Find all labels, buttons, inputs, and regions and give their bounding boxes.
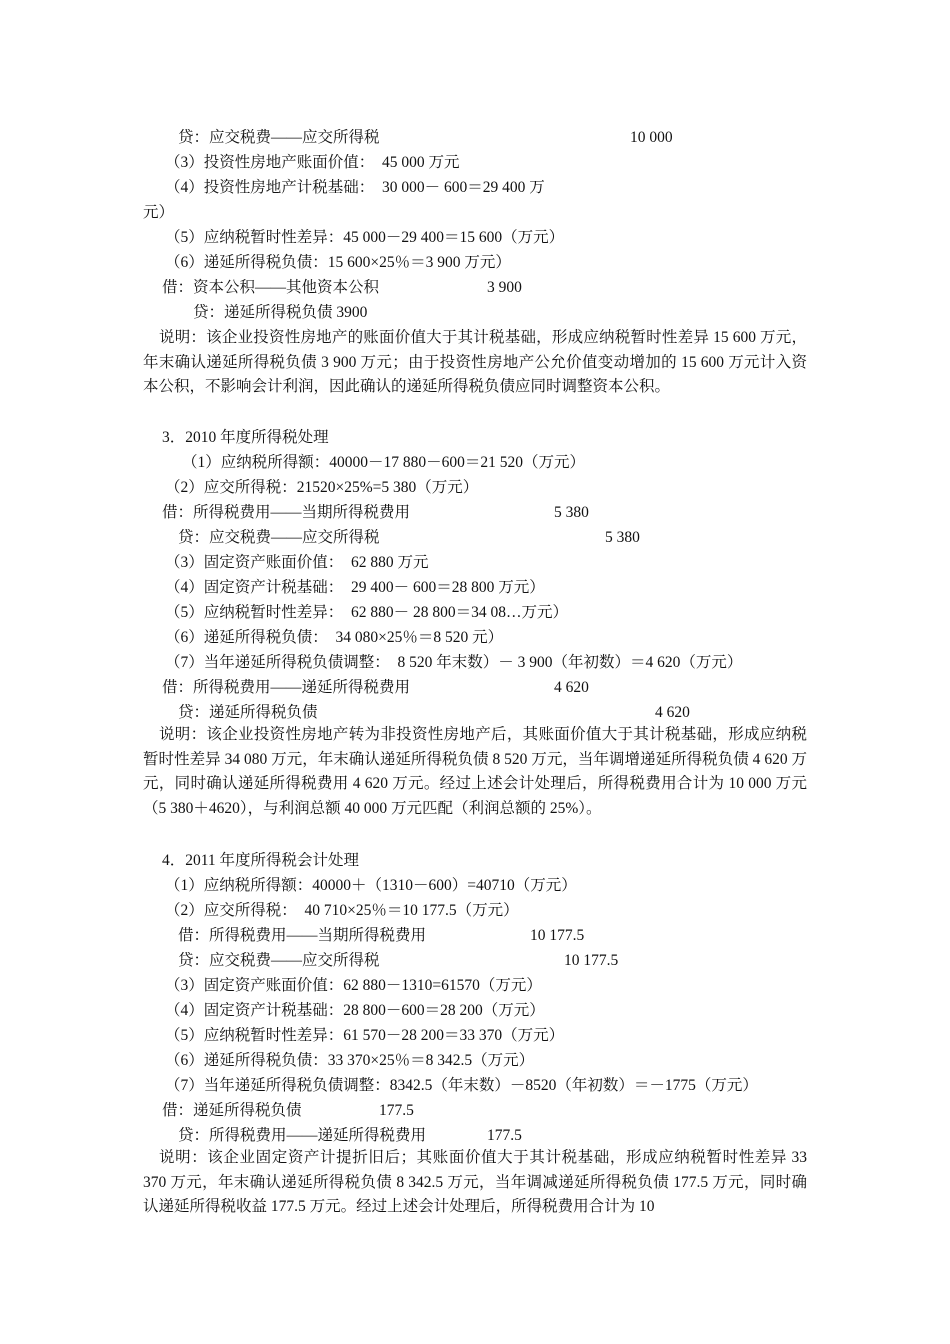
journal-credit-line: 贷：递延所得税负债 3900 [193,304,368,321]
journal-amount: 177.5 [379,1102,414,1119]
journal-debit-line: 借：所得税费用——当期所得税费用 [178,927,427,944]
explanation-paragraph: 说明：该企业投资性房地产的账面价值大于其计税基础，形成应纳税暂时性差异 15 600 万元，年末确认递延所得税负债 3 900 万元；由于投资性房地产公允价值变动增加的 15 600 万元计入资本公积，不影响会计利润，因此确认的递延所得税负债应同时调整资本公积。 [143,329,807,396]
journal-amount: 5 380 [605,529,640,546]
calc-line: （5）应纳税暂时性差异： 62 880－ 28 800＝34 08…万元） [165,604,569,621]
calc-line: （4）投资性房地产计税基础： 30 000－ 600＝29 400 万 [165,179,545,196]
journal-amount: 4 620 [655,704,690,721]
journal-debit-line: 借：递延所得税负债 [162,1102,302,1119]
calc-line-continued: 元） [143,204,175,221]
calc-line: （5）应纳税暂时性差异：61 570－28 200＝33 370（万元） [165,1027,565,1044]
journal-debit-line: 借：资本公积——其他资本公积 [162,279,380,296]
calc-line: （6）递延所得税负债： 34 080×25％＝8 520 元） [165,629,504,646]
journal-credit-line: 贷：应交税费——应交所得税 [178,529,380,546]
journal-amount: 3 900 [487,279,522,296]
journal-amount: 10 177.5 [564,952,619,969]
calc-line: （2）应交所得税： 40 710×25％＝10 177.5（万元） [165,902,519,919]
journal-credit-line: 贷：所得税费用——递延所得税费用 [178,1127,427,1144]
calc-line: （6）递延所得税负债：15 600×25％＝3 900 万元） [165,254,511,271]
calc-line: （7）当年递延所得税负债调整：8342.5（年末数）－8520（年初数）＝－1775（万元） [165,1077,758,1094]
calc-line: （7）当年递延所得税负债调整： 8 520 年末数）－ 3 900（年初数）＝4 620（万元） [165,654,743,671]
calc-line: （4）固定资产计税基础：28 800－600＝28 200（万元） [165,1002,545,1019]
calc-line: （3）投资性房地产账面价值： 45 000 万元 [165,154,460,171]
section-heading: 4．2011 年度所得税会计处理 [162,852,360,869]
calc-line: （4）固定资产计税基础： 29 400－ 600＝28 800 万元） [165,579,545,596]
journal-amount: 4 620 [554,679,589,696]
journal-amount: 10 177.5 [530,927,585,944]
journal-credit-line: 贷：递延所得税负债 [178,704,318,721]
calc-line: （6）递延所得税负债：33 370×25％＝8 342.5（万元） [165,1052,535,1069]
journal-credit-line: 贷：应交税费——应交所得税 [178,952,380,969]
calc-line: （1）应纳税所得额：40000－17 880－600＝21 520（万元） [182,454,586,471]
journal-debit-line: 借：所得税费用——当期所得税费用 [162,504,411,521]
explanation-paragraph: 说明：该企业固定资产计提折旧后；其账面价值大于其计税基础，形成应纳税暂时性差异 33 370 万元，年末确认递延所得税负债 8 342.5 万元，当年调减递延所得税负债 177.5 万元，同时确认递延所得税收益 177.5 万元。经过上述会计处理后，所得税费用合计为 10 [143,1149,807,1216]
explanation-paragraph: 说明：该企业投资性房地产转为非投资性房地产后，其账面价值大于其计税基础，形成应纳税暂时性差异 34 080 万元，年末确认递延所得税负债 8 520 万元，当年调增递延所得税负债 4 620 万元，同时确认递延所得税费用 4 620 万元。经过上述会计处理后，所得税费用合计为 10 000 万元（5 380＋4620），与利润总额 40 000 万元匹配（利润总额的 25%）。 [143,726,807,818]
journal-debit-line: 借：所得税费用——递延所得税费用 [162,679,411,696]
journal-amount: 10 000 [630,129,673,146]
calc-line: （2）应交所得税：21520×25%=5 380（万元） [165,479,479,496]
journal-amount: 5 380 [554,504,589,521]
calc-line: （3）固定资产账面价值：62 880－1310=61570（万元） [165,977,542,994]
calc-line: （5）应纳税暂时性差异：45 000－29 400＝15 600（万元） [165,229,565,246]
journal-credit-line: 贷：应交税费——应交所得税 [178,129,380,146]
calc-line: （1）应纳税所得额：40000＋（1310－600）=40710（万元） [165,877,577,894]
calc-line: （3）固定资产账面价值： 62 880 万元 [165,554,429,571]
section-heading: 3．2010 年度所得税处理 [162,429,329,446]
journal-amount: 177.5 [487,1127,522,1144]
